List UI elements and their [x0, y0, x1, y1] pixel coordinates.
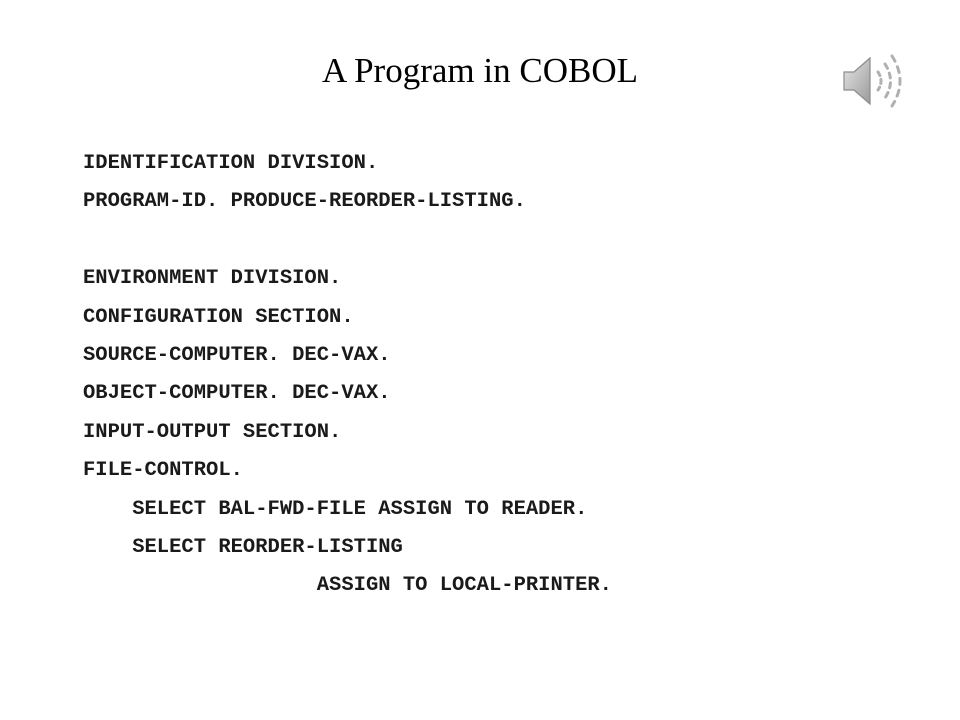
code-line: INPUT-OUTPUT SECTION. — [83, 420, 342, 444]
code-line: SELECT REORDER-LISTING — [83, 535, 403, 559]
code-line: CONFIGURATION SECTION. — [83, 305, 354, 329]
code-line: PROGRAM-ID. PRODUCE-REORDER-LISTING. — [83, 190, 526, 214]
code-line: ENVIRONMENT DIVISION. — [83, 267, 342, 291]
code-line: ASSIGN TO LOCAL-PRINTER. — [83, 574, 612, 598]
code-line-blank — [83, 222, 612, 260]
code-line: IDENTIFICATION DIVISION. — [83, 152, 379, 175]
slide-title: A Program in COBOL — [322, 51, 638, 90]
code-line: SELECT BAL-FWD-FILE ASSIGN TO READER. — [83, 497, 588, 521]
code-line: OBJECT-COMPUTER. DEC-VAX. — [83, 382, 391, 406]
cobol-code-block — [83, 145, 612, 606]
code-line: SOURCE-COMPUTER. DEC-VAX. — [83, 343, 391, 367]
code-line: FILE-CONTROL. — [83, 459, 243, 483]
speaker-audio-icon[interactable] — [838, 50, 906, 112]
